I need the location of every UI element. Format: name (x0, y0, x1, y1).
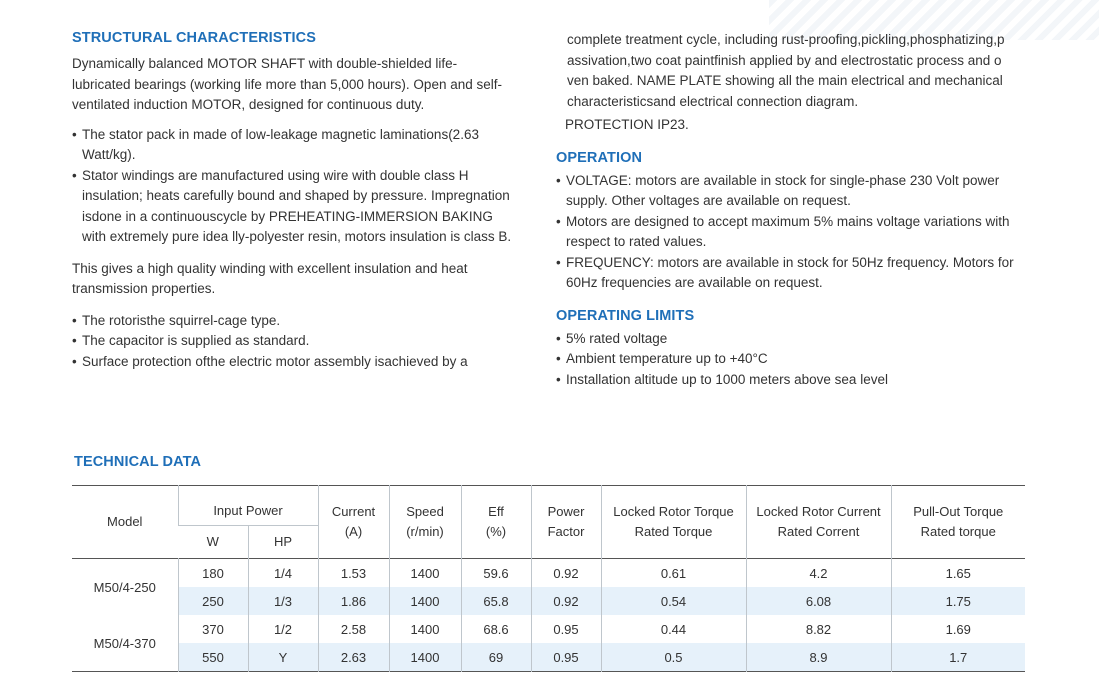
table-cell: 65.8 (461, 587, 531, 615)
table-cell: 1.65 (891, 559, 1025, 588)
header-power-factor: Power Factor (531, 486, 601, 559)
table-cell: 0.61 (601, 559, 746, 588)
table-cell: 1400 (389, 559, 461, 588)
list-item: • Ambient temperature up to +40°C (556, 349, 1026, 370)
table-cell: 0.44 (601, 615, 746, 643)
table-cell: Y (248, 643, 318, 672)
header-pull-out-torque: Pull-Out Torque Rated torque (891, 486, 1025, 559)
header-current: Current (A) (318, 486, 389, 559)
table-cell: 370 (178, 615, 248, 643)
table-cell: 250 (178, 587, 248, 615)
header-locked-rotor-torque: Locked Rotor Torque Rated Torque (601, 486, 746, 559)
technical-data-title: TECHNICAL DATA (74, 454, 202, 470)
table-cell: 0.54 (601, 587, 746, 615)
table-cell: 8.82 (746, 615, 891, 643)
table-cell: 68.6 (461, 615, 531, 643)
header-input-power: Input Power (178, 486, 318, 526)
list-item: • FREQUENCY: motors are available in stock for 50Hz frequency. Motors for 60Hz frequencies are available on request. (556, 253, 1026, 294)
structural-bullets-2 (72, 311, 512, 373)
table-cell: 2.58 (318, 615, 389, 643)
table-cell: 2.63 (318, 643, 389, 672)
operation-bullets (556, 171, 1026, 294)
header-hp: HP (248, 526, 318, 559)
table-cell: 1400 (389, 587, 461, 615)
table-cell: 0.92 (531, 587, 601, 615)
list-item: • Stator windings are manufactured using wire with double class H insulation; heats carefully bound and shaped by pressure. Impregnation isdone in a continuouscycle by PREHEATING-IMMERSION BAKING with extremely pure idea lly-polyester resin, motors insulation is class B. (72, 166, 512, 248)
header-speed: Speed (r/min) (389, 486, 461, 559)
table-cell: 59.6 (461, 559, 531, 588)
table-cell: 1/2 (248, 615, 318, 643)
table-cell: 1.86 (318, 587, 389, 615)
table-cell: 1400 (389, 643, 461, 672)
right-column (556, 30, 1026, 390)
table-cell: 0.5 (601, 643, 746, 672)
structural-bullets-1 (72, 125, 512, 248)
structural-intro: Dynamically balanced MOTOR SHAFT with double-shielded life-lubricated bearings (working life more than 5,000 hours). Open and self-ventilated induction MOTOR, designed for continuous duty. (72, 56, 502, 112)
table-cell: 4.2 (746, 559, 891, 588)
table-cell: 550 (178, 643, 248, 672)
table-cell: 1/4 (248, 559, 318, 588)
list-item: • Motors are designed to accept maximum 5% mains voltage variations with respect to rated values. (556, 212, 1026, 253)
table-cell: 69 (461, 643, 531, 672)
table-cell: 6.08 (746, 587, 891, 615)
list-item: • The capacitor is supplied as standard. (72, 331, 512, 352)
list-item: • 5% rated voltage (556, 329, 1026, 350)
table-cell: 1.69 (891, 615, 1025, 643)
table-cell: 0.92 (531, 559, 601, 588)
operating-limits-title: OPERATING LIMITS (556, 307, 695, 324)
technical-data-table (72, 485, 1025, 672)
list-item: • Installation altitude up to 1000 meters above sea level (556, 370, 1026, 391)
model-name: M50/4-250 (93, 579, 156, 595)
list-item: • The stator pack in made of low-leakage magnetic laminations(2.63 Watt/kg). (72, 125, 512, 166)
table-cell: 0.95 (531, 615, 601, 643)
list-item: • VOLTAGE: motors are available in stock for single-phase 230 Volt power supply. Other voltages are available on request. (556, 171, 1026, 212)
header-model: Model (107, 514, 143, 529)
table-cell: 1400 (389, 615, 461, 643)
structural-middle: This gives a high quality winding with excellent insulation and heat transmission properties. (72, 260, 468, 296)
table-cell: 1.53 (318, 559, 389, 588)
header-locked-rotor-current: Locked Rotor Current Rated Corrent (746, 486, 891, 559)
header-eff: Eff (%) (461, 486, 531, 559)
continuation-text: complete treatment cycle, including rust-proofing,pickling,phosphatizing,passivation,two coat paintfinish applied by and electrostatic process and oven baked. NAME PLATE showing all the main electrical and mechanical characteristicsand electrical connection diagram. (567, 32, 1005, 109)
list-item: • Surface protection ofthe electric motor assembly isachieved by a (72, 352, 512, 373)
table-cell: 8.9 (746, 643, 891, 672)
table-cell: 0.95 (531, 643, 601, 672)
header-w: W (206, 534, 219, 549)
operation-title: OPERATION (556, 149, 643, 166)
operating-limits-bullets (556, 329, 1026, 391)
table-cell: 1.7 (891, 643, 1025, 672)
list-item: • The rotoristhe squirrel-cage type. (72, 311, 512, 332)
model-name: M50/4-370 (93, 635, 156, 651)
structural-section (72, 30, 512, 372)
protection-text: PROTECTION IP23. (565, 117, 689, 132)
structural-title: STRUCTURAL CHARACTERISTICS (72, 30, 316, 46)
table-cell: 1.75 (891, 587, 1025, 615)
table-cell: 180 (178, 559, 248, 588)
table-cell: 1/3 (248, 587, 318, 615)
